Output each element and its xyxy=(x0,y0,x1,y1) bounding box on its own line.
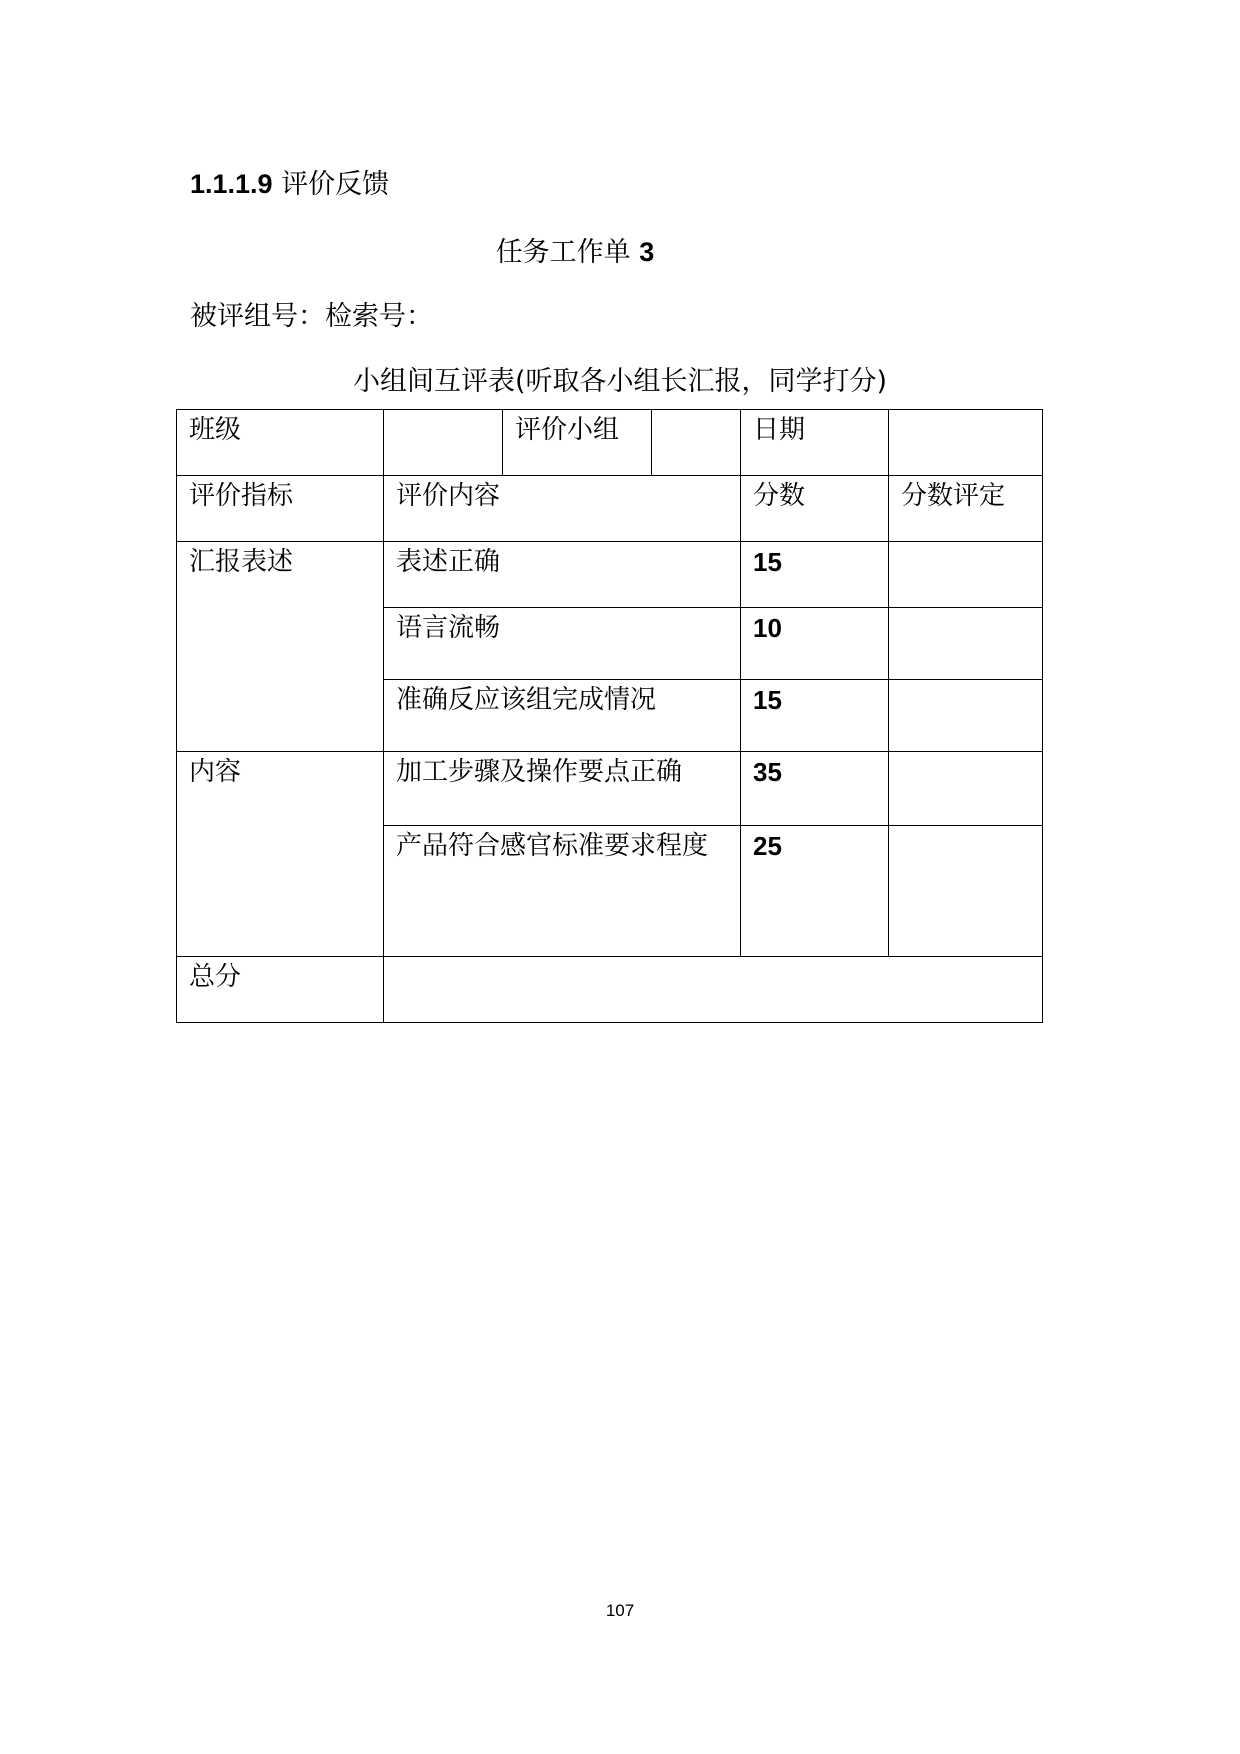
class-label: 班级 xyxy=(177,410,384,476)
page-number: 107 xyxy=(605,1601,635,1620)
content-cell: 产品符合感官标准要求程度 xyxy=(384,826,741,957)
table-row xyxy=(177,957,1043,1023)
content-cell: 表述正确 xyxy=(384,542,741,608)
table-title: 小组间互评表(听取各小组长汇报，同学打分) xyxy=(352,366,888,397)
header-indicator: 评价指标 xyxy=(177,476,384,542)
task-sheet-number: 3 xyxy=(639,237,655,267)
table-row xyxy=(177,410,1043,476)
content-cell: 加工步骤及操作要点正确 xyxy=(384,752,741,826)
evaluated-group-line: 被评组号：检索号： xyxy=(190,301,433,332)
group-value-cell[interactable] xyxy=(652,410,741,476)
rating-cell[interactable] xyxy=(889,826,1043,957)
rating-cell[interactable] xyxy=(889,542,1043,608)
section-heading xyxy=(190,164,389,205)
total-value-cell[interactable] xyxy=(384,957,1043,1023)
total-label: 总分 xyxy=(177,957,384,1023)
header-score: 分数 xyxy=(741,476,889,542)
score-cell: 10 xyxy=(741,608,889,680)
table-row xyxy=(177,542,1043,608)
rating-cell[interactable] xyxy=(889,608,1043,680)
score-cell: 15 xyxy=(741,680,889,752)
score-cell: 35 xyxy=(741,752,889,826)
group-label: 评价小组 xyxy=(503,410,652,476)
header-rating: 分数评定 xyxy=(889,476,1043,542)
date-value-cell[interactable] xyxy=(889,410,1043,476)
content-cell: 语言流畅 xyxy=(384,608,741,680)
peer-evaluation-table xyxy=(176,409,1043,1023)
section-title: 评价反馈 xyxy=(281,169,390,200)
section-number: 1.1.1.9 xyxy=(190,169,273,199)
task-sheet-label: 任务工作单 xyxy=(495,237,631,268)
table-header-row xyxy=(177,476,1043,542)
task-sheet-title xyxy=(0,232,1150,273)
rating-cell[interactable] xyxy=(889,752,1043,826)
indicator-cell: 内容 xyxy=(177,752,384,957)
table-row xyxy=(177,752,1043,826)
indicator-cell: 汇报表述 xyxy=(177,542,384,752)
content-cell: 准确反应该组完成情况 xyxy=(384,680,741,752)
score-cell: 25 xyxy=(741,826,889,957)
date-label: 日期 xyxy=(741,410,889,476)
class-value-cell[interactable] xyxy=(384,410,503,476)
score-cell: 15 xyxy=(741,542,889,608)
header-content: 评价内容 xyxy=(384,476,741,542)
rating-cell[interactable] xyxy=(889,680,1043,752)
